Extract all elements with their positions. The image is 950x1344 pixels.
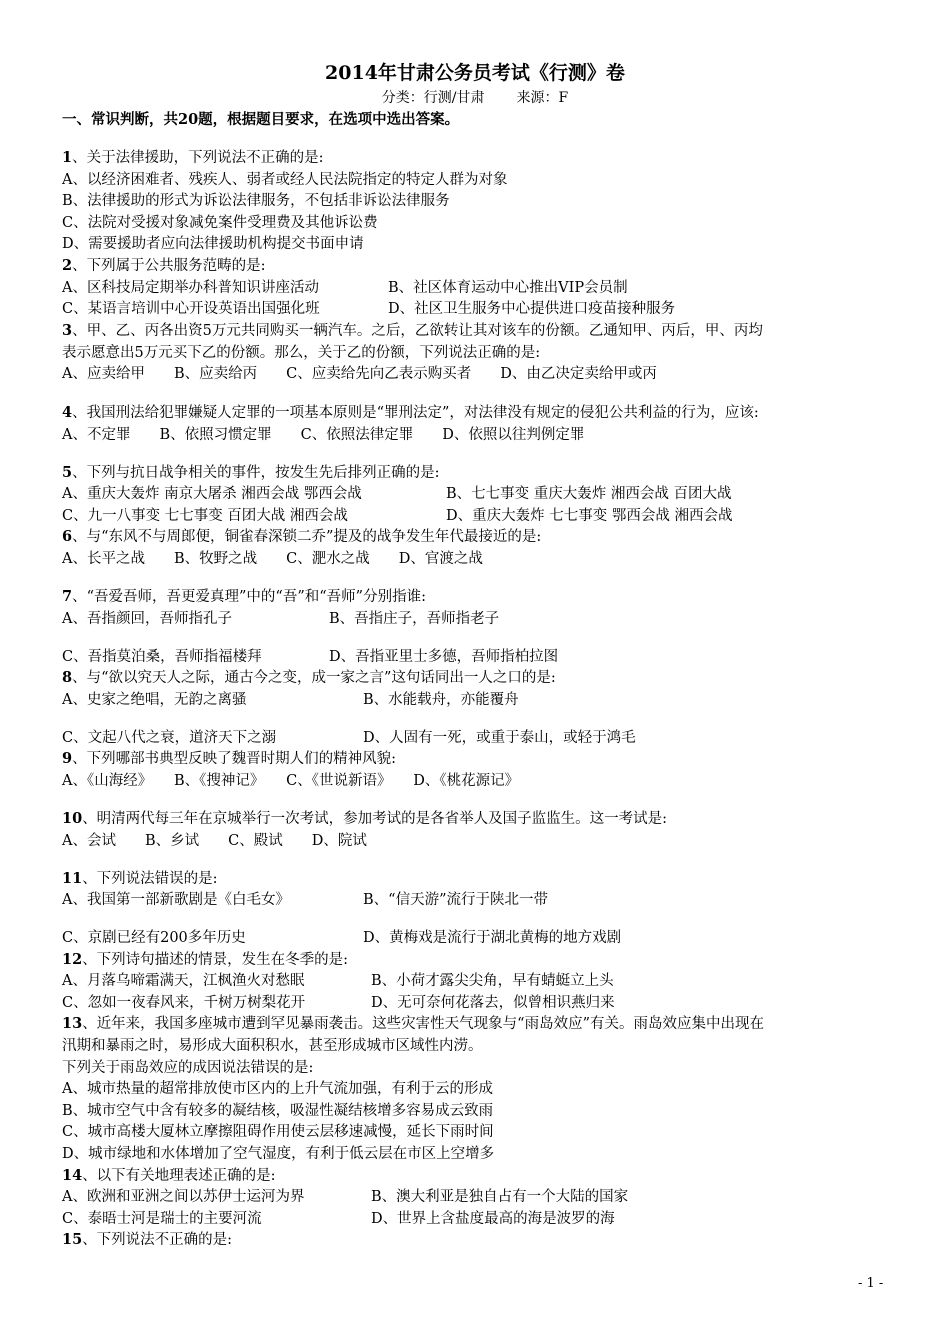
question-13-stem: 13、近年来，我国多座城市遭到罕见暴雨袭击。这些灾害性天气现象与“雨岛效应”有关。雨岛效应集中出现在 [62,1015,765,1032]
question-5-option-b: B、七七事变 重庆大轰炸 湘西会战 百团大战 [446,486,732,502]
question-13-option-a: A、城市热量的超常排放使市区内的上升气流加强，有利于云的形成 [62,1081,493,1097]
document-meta [0,89,950,107]
question-12-option-b: B、小荷才露尖尖角，早有蜻蜓立上头 [371,973,614,989]
question-3-stem-continued: 表示愿意出5万元买下乙的份额。那么，关于乙的份额，下列说法正确的是: [62,345,541,361]
section-heading: 一、常识判断，共20题，根据题目要求，在选项中选出答案。 [62,111,460,128]
question-1-option-b: B、法律援助的形式为诉讼法律服务，不包括非诉讼法律服务 [62,193,450,209]
question-6-options: A、长平之战 B、牧野之战 C、淝水之战 D、官渡之战 [62,551,483,567]
question-5-option-c: C、九一八事变 七七事变 百团大战 湘西会战 [62,508,348,524]
question-1-option-d: D、需要援助者应向法律援助机构提交书面申请 [62,236,364,252]
category-label: 分类：行测/甘肃 [381,90,485,106]
question-4-options: A、不定罪 B、依照习惯定罪 C、依照法律定罪 D、依照以往判例定罪 [62,427,585,443]
question-9-stem: 9、下列哪部书典型反映了魏晋时期人们的精神风貌: [62,750,396,767]
source-label: 来源：F [516,90,569,106]
question-2-option-b: B、社区体育运动中心推出VIP会员制 [388,280,628,296]
question-12-option-a: A、月落乌啼霜满天，江枫渔火对愁眠 [62,973,305,989]
question-8-option-d: D、人固有一死，或重于泰山，或轻于鸿毛 [363,730,636,746]
question-6-stem: 6、与“东风不与周郎便，铜雀春深锁二乔”提及的战争发生年代最接近的是: [62,528,542,545]
question-8-option-a: A、史家之绝唱，无韵之离骚 [62,692,247,708]
question-11-stem: 11、下列说法错误的是: [62,870,218,887]
question-7-option-c: C、吾指莫泊桑，吾师指福楼拜 [62,649,262,665]
question-7-option-a: A、吾指颜回，吾师指孔子 [62,611,232,627]
question-11-option-c: C、京剧已经有200多年历史 [62,930,246,946]
question-14-option-d: D、世界上含盐度最高的海是波罗的海 [371,1211,615,1227]
question-11-option-a: A、我国第一部新歌剧是《白毛女》 [62,892,290,908]
question-5-option-d: D、重庆大轰炸 七七事变 鄂西会战 湘西会战 [446,508,733,524]
question-11-option-d: D、黄梅戏是流行于湖北黄梅的地方戏剧 [363,930,622,946]
question-2-option-c: C、某语言培训中心开设英语出国强化班 [62,301,320,317]
question-12-stem: 12、下列诗句描述的情景，发生在冬季的是: [62,951,349,968]
question-10-stem: 10、明清两代每三年在京城举行一次考试，参加考试的是各省举人及国子监监生。这一考试是: [62,810,668,827]
question-5-option-a: A、重庆大轰炸 南京大屠杀 湘西会战 鄂西会战 [62,486,362,502]
question-1-stem: 1、关于法律援助，下列说法不正确的是: [62,149,324,166]
page-number: - 1 - [858,1276,884,1291]
question-11-option-b: B、“信天游”流行于陕北一带 [363,892,548,908]
question-15-stem: 15、下列说法不正确的是: [62,1231,233,1248]
question-3-stem: 3、甲、乙、丙各出资5万元共同购买一辆汽车。之后，乙欲转让其对该车的份额。乙通知甲、丙后，甲、丙均 [62,322,763,339]
question-14-stem: 14、以下有关地理表述正确的是: [62,1167,276,1184]
question-10-options: A、会试 B、乡试 C、殿试 D、院试 [62,833,367,849]
question-8-option-b: B、水能载舟，亦能覆舟 [363,692,519,708]
question-13-question: 下列关于雨岛效应的成因说法错误的是: [62,1060,314,1076]
question-8-stem: 8、与“欲以究天人之际，通古今之变，成一家之言”这句话同出一人之口的是: [62,669,556,686]
question-8-option-c: C、文起八代之衰，道济天下之溺 [62,730,277,746]
question-2-option-a: A、区科技局定期举办科普知识讲座活动 [62,280,319,296]
question-13-option-c: C、城市高楼大厦林立摩擦阻碍作用使云层移速减慢，延长下雨时间 [62,1124,494,1140]
question-5-stem: 5、下列与抗日战争相关的事件，按发生先后排列正确的是: [62,464,440,481]
question-7-stem: 7、“吾爱吾师，吾更爱真理”中的“吾”和“吾师”分别指谁: [62,588,426,605]
question-12-option-d: D、无可奈何花落去，似曾相识燕归来 [371,995,615,1011]
question-13-option-b: B、城市空气中含有较多的凝结核，吸湿性凝结核增多容易成云致雨 [62,1103,494,1119]
question-4-stem: 4、我国刑法给犯罪嫌疑人定罪的一项基本原则是“罪刑法定”，对法律没有规定的侵犯公共利益的行为，应该: [62,404,759,421]
question-12-option-c: C、忽如一夜春风来，千树万树梨花开 [62,995,306,1011]
question-13-option-d: D、城市绿地和水体增加了空气湿度，有利于低云层在市区上空增多 [62,1146,495,1162]
question-14-option-c: C、泰晤士河是瑞士的主要河流 [62,1211,262,1227]
question-7-option-d: D、吾指亚里士多德，吾师指柏拉图 [329,649,559,665]
question-1-option-a: A、以经济困难者、残疾人、弱者或经人民法院指定的特定人群为对象 [62,172,508,188]
question-3-options: A、应卖给甲 B、应卖给丙 C、应卖给先向乙表示购买者 D、由乙决定卖给甲或丙 [62,366,657,382]
question-1-option-c: C、法院对受援对象减免案件受理费及其他诉讼费 [62,215,378,231]
question-2-stem: 2、下列属于公共服务范畴的是: [62,257,266,274]
question-14-option-a: A、欧洲和亚洲之间以苏伊士运河为界 [62,1189,305,1205]
question-7-option-b: B、吾指庄子，吾师指老子 [329,611,500,627]
question-13-stem-continued: 汛期和暴雨之时，易形成大面积积水，甚至形成城市区域性内涝。 [62,1038,483,1054]
question-14-option-b: B、澳大利亚是独自占有一个大陆的国家 [371,1189,629,1205]
question-2-option-d: D、社区卫生服务中心提供进口疫苗接种服务 [388,301,676,317]
page-title: 2014年甘肃公务员考试《行测》卷 [325,62,625,84]
question-9-options: A、《山海经》 B、《搜神记》 C、《世说新语》 D、《桃花源记》 [62,773,520,789]
